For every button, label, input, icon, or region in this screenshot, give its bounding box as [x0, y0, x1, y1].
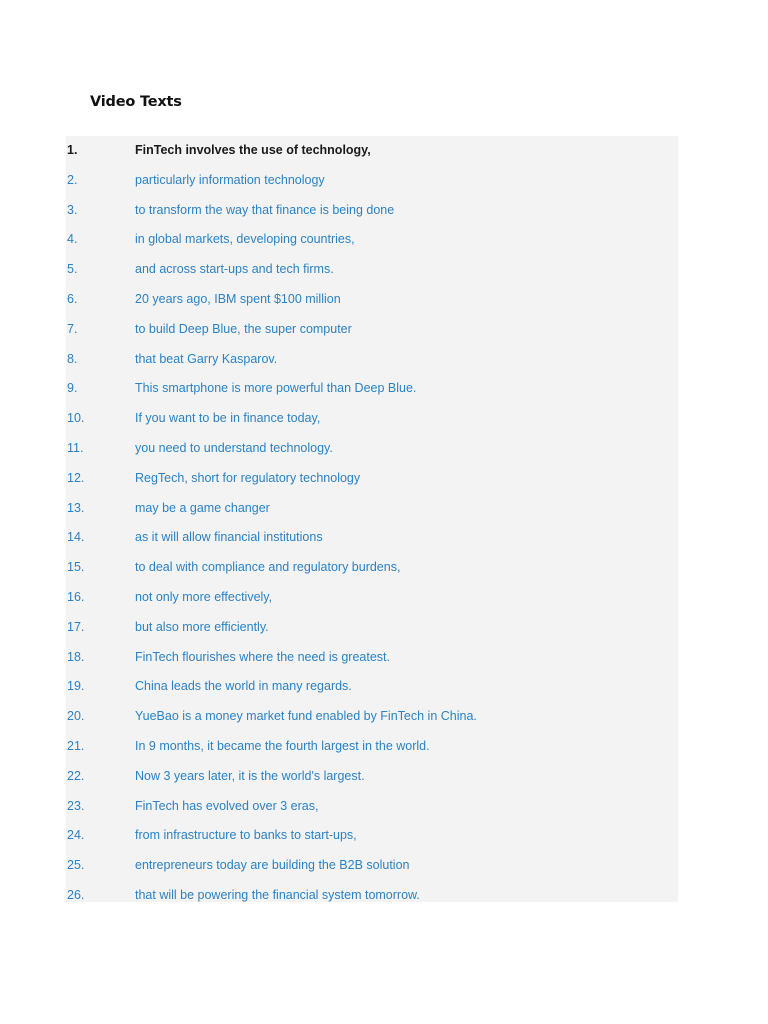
line-text: may be a game changer [135, 500, 270, 515]
line-text: and across start-ups and tech firms. [135, 262, 334, 277]
line-number: 14. [67, 530, 85, 545]
text-row [66, 792, 678, 822]
line-text: RegTech, short for regulatory technology [135, 470, 361, 485]
line-text: to transform the way that finance is being done [135, 202, 395, 217]
document-title: Video Texts [90, 94, 182, 110]
video-text-table [66, 136, 678, 902]
line-number: 24. [67, 828, 85, 843]
text-row [66, 136, 678, 166]
line-number: 10. [67, 411, 85, 426]
line-text: not only more effectively, [135, 590, 273, 604]
line-number: 25. [67, 858, 85, 873]
text-row [66, 523, 678, 553]
text-row [66, 881, 678, 911]
text-row [66, 196, 678, 226]
line-text: but also more efficiently. [135, 619, 269, 634]
line-text: from infrastructure to banks to start-ups, [135, 828, 357, 843]
line-text: YueBao is a money market fund enabled by FinTech in China. [135, 709, 477, 724]
text-row [66, 285, 678, 315]
line-text: to deal with compliance and regulatory burdens, [135, 560, 401, 575]
line-number: 4. [67, 232, 78, 247]
line-text: that will be powering the financial system tomorrow. [135, 888, 420, 902]
text-row [66, 643, 678, 673]
line-text: as it will allow financial institutions [135, 530, 323, 545]
line-number: 16. [67, 590, 85, 604]
line-number: 13. [67, 500, 85, 515]
line-text: in global markets, developing countries, [135, 232, 355, 247]
text-row [66, 583, 678, 613]
line-number: 5. [67, 262, 78, 277]
line-number: 9. [67, 381, 78, 396]
line-number: 17. [67, 619, 85, 634]
text-row [66, 166, 678, 196]
line-number: 1. [67, 143, 78, 157]
line-number: 18. [67, 649, 85, 664]
text-row [66, 404, 678, 434]
line-text: If you want to be in finance today, [135, 411, 321, 426]
line-number: 12. [67, 470, 85, 485]
line-number: 21. [67, 739, 85, 753]
line-number: 19. [67, 679, 85, 694]
line-number: 20. [67, 709, 85, 724]
line-text: China leads the world in many regards. [135, 679, 352, 694]
line-text: FinTech involves the use of technology, [135, 143, 371, 157]
line-number: 6. [67, 292, 78, 306]
text-row [66, 672, 678, 702]
line-text: FinTech has evolved over 3 eras, [135, 798, 319, 813]
text-row [66, 225, 678, 255]
line-text: to build Deep Blue, the super computer [135, 321, 352, 336]
line-number: 7. [67, 321, 78, 336]
text-row [66, 345, 678, 375]
text-row [66, 702, 678, 732]
text-row [66, 762, 678, 792]
line-text: that beat Garry Kasparov. [135, 351, 278, 366]
text-row [66, 553, 678, 583]
line-text: This smartphone is more powerful than Deep Blue. [135, 381, 417, 396]
line-text: you need to understand technology. [135, 441, 333, 455]
line-number: 3. [67, 202, 78, 217]
line-number: 8. [67, 351, 78, 366]
text-row [66, 315, 678, 345]
line-number: 26. [67, 888, 85, 902]
text-row [66, 613, 678, 643]
line-text: entrepreneurs today are building the B2B solution [135, 858, 410, 873]
line-text: In 9 months, it became the fourth largest in the world. [135, 739, 430, 753]
line-number: 23. [67, 798, 85, 813]
text-row [66, 464, 678, 494]
line-text: Now 3 years later, it is the world's largest. [135, 768, 365, 783]
text-row [66, 732, 678, 762]
line-number: 15. [67, 560, 85, 575]
text-row [66, 255, 678, 285]
text-row [66, 821, 678, 851]
text-row [66, 374, 678, 404]
line-text: FinTech flourishes where the need is greatest. [135, 649, 390, 664]
line-number: 2. [67, 172, 78, 187]
text-row [66, 434, 678, 464]
line-text: particularly information technology [135, 172, 325, 187]
text-row [66, 851, 678, 881]
line-number: 22. [67, 768, 85, 783]
line-text: 20 years ago, IBM spent $100 million [135, 292, 341, 306]
text-row [66, 494, 678, 524]
line-number: 11. [67, 441, 84, 455]
